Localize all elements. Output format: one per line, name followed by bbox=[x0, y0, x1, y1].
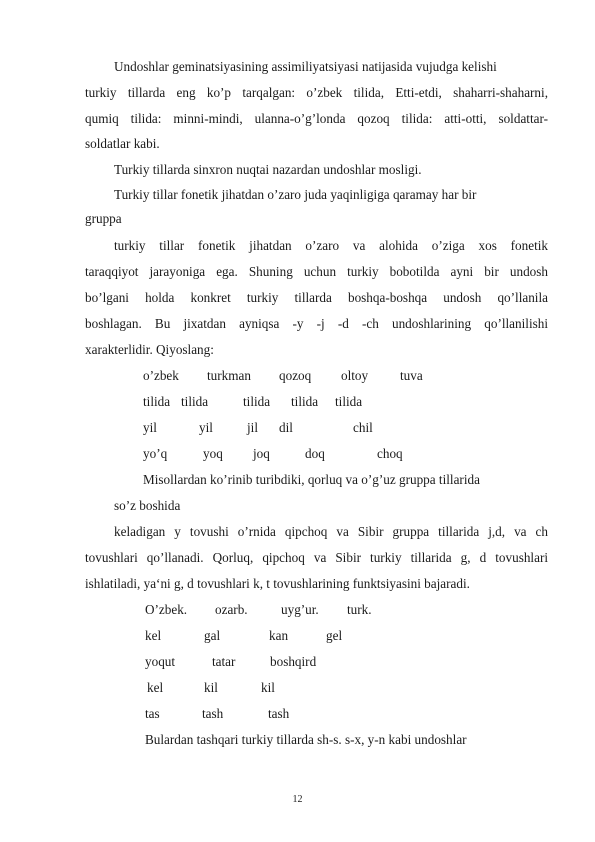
table-row bbox=[143, 368, 493, 384]
paragraph-line: gruppa bbox=[85, 211, 122, 226]
table-cell: jil bbox=[247, 420, 258, 435]
table-cell: yo’q bbox=[143, 446, 168, 461]
table-cell: tash bbox=[202, 706, 224, 721]
table-cell: joq bbox=[253, 446, 270, 461]
page-number: 12 bbox=[292, 794, 303, 805]
paragraph-line: Undoshlar geminatsiyasining assimiliyatsiyasi natijasida vujudga kelishi bbox=[114, 59, 497, 74]
paragraph-line: taraqqiyot jarayoniga ega. Shuning uchun turkiy bobotilda ayni bir undosh bbox=[85, 264, 548, 279]
table-row bbox=[143, 446, 493, 462]
table-cell: tatar bbox=[212, 654, 236, 669]
paragraph-line: turkiy tillar fonetik jihatdan o’zaro va alohida o’ziga xos fonetik bbox=[114, 238, 548, 253]
table-cell: gel bbox=[326, 628, 343, 643]
table-row bbox=[143, 394, 493, 410]
paragraph-line: keladigan y tovushi o’rnida qipchoq va Sibir gruppa tillarida j,d, va ch bbox=[114, 524, 548, 539]
table-cell: gal bbox=[204, 628, 221, 643]
table-cell: tilida bbox=[291, 394, 319, 409]
paragraph-line: boshlagan. Bu jixatdan ayniqsa -y -j -d -ch undoshlarining qo’llanilishi bbox=[85, 316, 548, 331]
table-cell: yil bbox=[199, 420, 213, 435]
table-cell: tilida bbox=[243, 394, 271, 409]
paragraph-line: tovushlari qo’llanadi. Qorluq, qipchoq va Sibir turkiy tillarida g, d tovushlari bbox=[85, 550, 548, 565]
table-cell: dil bbox=[279, 420, 293, 435]
table-row bbox=[145, 654, 445, 670]
table-row bbox=[143, 420, 493, 436]
table-cell: kil bbox=[204, 680, 218, 695]
table-cell: tash bbox=[268, 706, 290, 721]
paragraph-line: Turkiy tillar fonetik jihatdan o’zaro juda yaqinligiga qaramay har bir bbox=[114, 187, 477, 202]
table-header-cell: o’zbek bbox=[143, 368, 179, 383]
table-header-cell: uyg’ur. bbox=[281, 602, 319, 617]
paragraph-line: Bulardan tashqari turkiy tillarda sh-s. s-x, y-n kabi undoshlar bbox=[145, 732, 467, 747]
table-header-cell: turkman bbox=[207, 368, 251, 383]
paragraph-line: so’z boshida bbox=[114, 498, 181, 513]
table-row bbox=[145, 706, 445, 722]
table-cell: chil bbox=[353, 420, 373, 435]
table-cell: kan bbox=[269, 628, 289, 643]
paragraph-line: soldatlar kabi. bbox=[85, 136, 160, 151]
table-row bbox=[145, 680, 445, 696]
table-cell: kel bbox=[147, 680, 164, 695]
table-cell: tilida bbox=[143, 394, 171, 409]
table-row bbox=[145, 602, 445, 618]
table-header-cell: turk. bbox=[347, 602, 372, 617]
table-cell: kil bbox=[261, 680, 275, 695]
table-cell: tas bbox=[145, 706, 160, 721]
table-header-cell: qozoq bbox=[279, 368, 312, 383]
table-cell: tilida bbox=[335, 394, 363, 409]
paragraph-line: Turkiy tillarda sinxron nuqtai nazardan undoshlar mosligi. bbox=[114, 162, 422, 177]
table-cell: yoq bbox=[203, 446, 223, 461]
table-cell: boshqird bbox=[270, 654, 317, 669]
paragraph-line: Misollardan ko’rinib turibdiki, qorluq va o’g’uz gruppa tillarida bbox=[143, 472, 480, 487]
paragraph-line: ishlatiladi, ya‘ni g, d tovushlari k, t tovushlarining funktsiyasini bajaradi. bbox=[85, 576, 470, 591]
table-cell: yil bbox=[143, 420, 157, 435]
paragraph-line: qumiq tilida: minni-mindi, ulanna-o’g’londa qozoq tilida: atti-otti, soldattar- bbox=[85, 111, 548, 126]
table-header-cell: ozarb. bbox=[215, 602, 248, 617]
paragraph-line: xarakterlidir. Qiyoslang: bbox=[85, 342, 214, 357]
table-row bbox=[145, 628, 445, 644]
table-cell: choq bbox=[377, 446, 403, 461]
table-header-cell: O’zbek. bbox=[145, 602, 188, 617]
paragraph-line: bo’lgani holda konkret turkiy tillarda boshqa-boshqa undosh qo’llanila bbox=[85, 290, 548, 305]
table-header-cell: oltoy bbox=[341, 368, 369, 383]
table-cell: tilida bbox=[181, 394, 209, 409]
table-cell: yoqut bbox=[145, 654, 176, 669]
table-cell: kel bbox=[145, 628, 162, 643]
table-cell: doq bbox=[305, 446, 325, 461]
paragraph-line: turkiy tillarda eng ko’p tarqalgan: o’zbek tilida, Etti-etdi, shaharri-shaharni, bbox=[85, 85, 548, 100]
table-header-cell: tuva bbox=[400, 368, 423, 383]
